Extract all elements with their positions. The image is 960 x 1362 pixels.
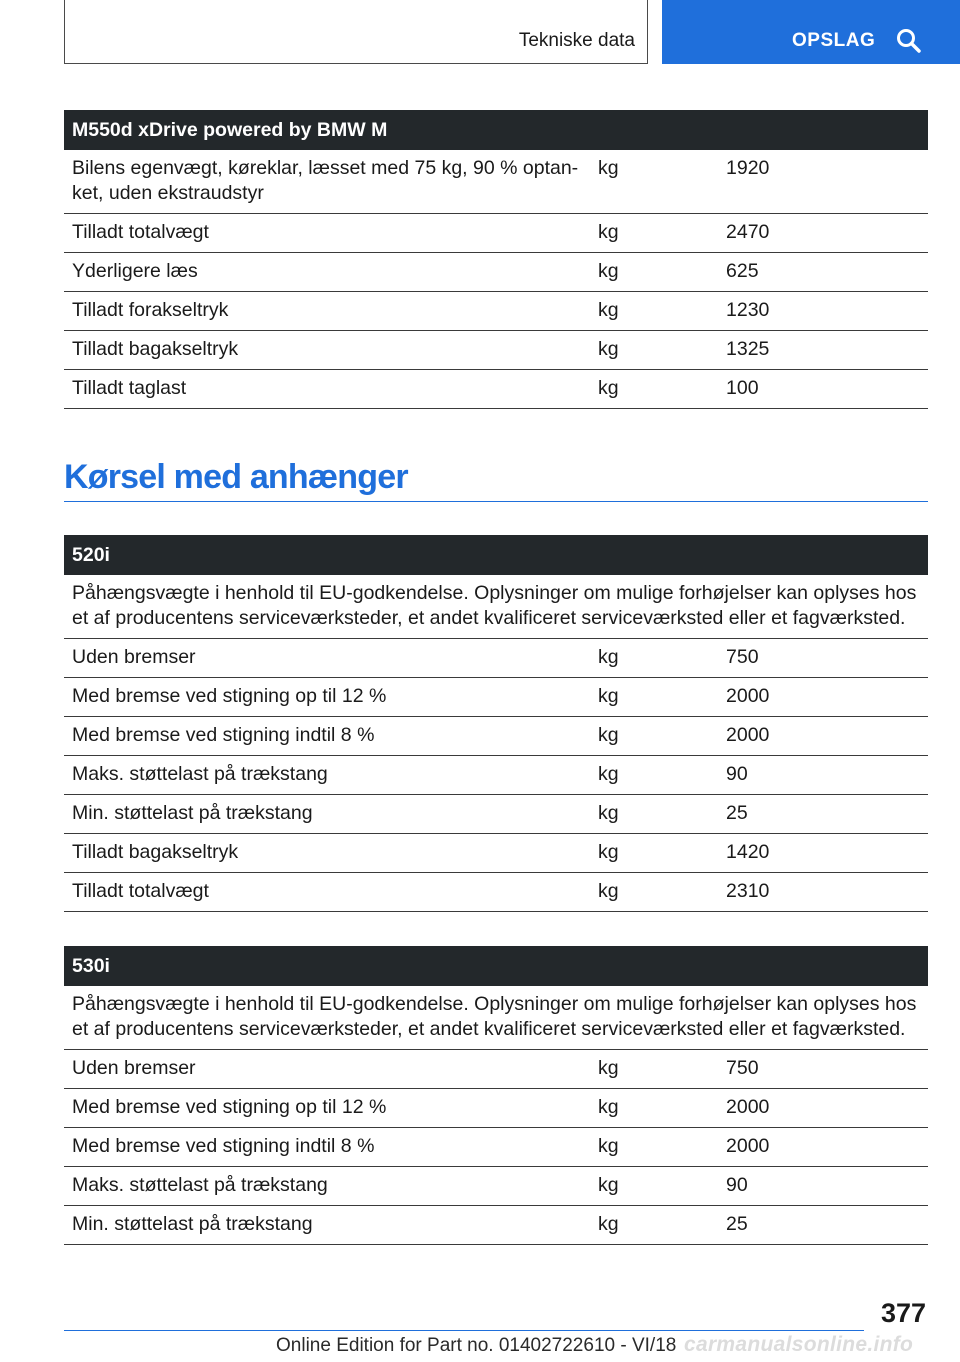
trailer-note: Påhængsvægte i henhold til EU-godkendelse. Oplysninger om mulige forhøjelser kan oplyses hos et af producentens serviceværksteder, et andet kvalificeret serviceværksted eller et fagværksted.	[64, 986, 928, 1050]
weights-table	[64, 110, 928, 409]
row-label: Min. støttelast på trækstang	[64, 795, 590, 834]
row-unit: kg	[590, 370, 718, 409]
row-label: Tilladt bagakseltryk	[64, 834, 590, 873]
row-value: 2000	[718, 678, 928, 717]
row-label: Med bremse ved stigning op til 12 %	[64, 1089, 590, 1128]
row-unit: kg	[590, 678, 718, 717]
watermark: carmanualsonline.info	[684, 1333, 914, 1356]
trailer-table-530i	[64, 946, 928, 1245]
row-unit: kg	[590, 834, 718, 873]
row-unit: kg	[590, 214, 718, 253]
row-label: Med bremse ved stigning indtil 8 %	[64, 1128, 590, 1167]
row-unit: kg	[590, 1089, 718, 1128]
table-row	[64, 678, 928, 717]
table-row	[64, 795, 928, 834]
row-label: Tilladt taglast	[64, 370, 590, 409]
table-row	[64, 331, 928, 370]
row-unit: kg	[590, 1167, 718, 1206]
trailer-note: Påhængsvægte i henhold til EU-godkendelse. Oplysninger om mulige forhøjelser kan oplyses hos et af producentens serviceværksteder, et andet kvalificeret serviceværksted eller et fagværksted.	[64, 575, 928, 639]
row-value: 2000	[718, 1128, 928, 1167]
row-value: 2000	[718, 717, 928, 756]
row-label: Med bremse ved stigning indtil 8 %	[64, 717, 590, 756]
search-button[interactable]	[662, 0, 960, 64]
row-label: Min. støttelast på trækstang	[64, 1206, 590, 1245]
row-value: 1420	[718, 834, 928, 873]
table-row	[64, 575, 928, 639]
table-row	[64, 717, 928, 756]
row-label: Maks. støttelast på trækstang	[64, 1167, 590, 1206]
row-unit: kg	[590, 795, 718, 834]
row-label: Uden bremser	[64, 639, 590, 678]
row-value: 90	[718, 1167, 928, 1206]
search-icon	[896, 28, 922, 54]
trailer-table-520i	[64, 535, 928, 912]
row-value: 625	[718, 253, 928, 292]
row-value: 1230	[718, 292, 928, 331]
table-row	[64, 639, 928, 678]
weights-table-title: M550d xDrive powered by BMW M	[64, 110, 928, 150]
row-value: 2310	[718, 873, 928, 912]
row-value: 2470	[718, 214, 928, 253]
row-value: 25	[718, 795, 928, 834]
page-number: 377	[880, 1298, 926, 1328]
chapter-title: Tekniske data	[518, 30, 635, 51]
row-label: Yderligere læs	[64, 253, 590, 292]
table-row	[64, 834, 928, 873]
table-row	[64, 1089, 928, 1128]
table-row	[64, 1128, 928, 1167]
search-label: OPSLAG	[792, 30, 876, 51]
row-value: 1325	[718, 331, 928, 370]
row-label: Bilens egenvægt, køreklar, læsset med 75 kg, 90 % optan- ket, uden ekstraudstyr	[64, 150, 590, 214]
row-unit: kg	[590, 1206, 718, 1245]
row-label: Uden bremser	[64, 1050, 590, 1089]
table-row	[64, 1206, 928, 1245]
table-row	[64, 873, 928, 912]
row-unit: kg	[590, 292, 718, 331]
table-row	[64, 150, 928, 214]
row-unit: kg	[590, 873, 718, 912]
row-unit: kg	[590, 150, 718, 214]
edition-text: Online Edition for Part no. 01402722610 - VI/18	[276, 1335, 677, 1356]
footer-divider	[64, 1330, 864, 1331]
row-unit: kg	[590, 756, 718, 795]
row-label: Tilladt bagakseltryk	[64, 331, 590, 370]
table-row	[64, 986, 928, 1050]
row-unit: kg	[590, 1128, 718, 1167]
table-row	[64, 1167, 928, 1206]
row-value: 1920	[718, 150, 928, 214]
row-label: Tilladt forakseltryk	[64, 292, 590, 331]
row-unit: kg	[590, 253, 718, 292]
table-row	[64, 370, 928, 409]
row-label: Med bremse ved stigning op til 12 %	[64, 678, 590, 717]
table-row	[64, 214, 928, 253]
row-value: 2000	[718, 1089, 928, 1128]
table-row	[64, 1050, 928, 1089]
section-heading: Kørsel med anhænger	[64, 458, 928, 502]
row-unit: kg	[590, 1050, 718, 1089]
row-unit: kg	[590, 717, 718, 756]
table-row	[64, 756, 928, 795]
row-value: 100	[718, 370, 928, 409]
row-label: Maks. støttelast på trækstang	[64, 756, 590, 795]
trailer-table-title: 520i	[64, 535, 928, 575]
row-label: Tilladt totalvægt	[64, 873, 590, 912]
row-value: 750	[718, 1050, 928, 1089]
header-title-box	[64, 0, 648, 64]
row-value: 25	[718, 1206, 928, 1245]
row-value: 90	[718, 756, 928, 795]
table-row	[64, 292, 928, 331]
table-row	[64, 253, 928, 292]
row-label: Tilladt totalvægt	[64, 214, 590, 253]
row-value: 750	[718, 639, 928, 678]
row-unit: kg	[590, 639, 718, 678]
trailer-table-title: 530i	[64, 946, 928, 986]
row-unit: kg	[590, 331, 718, 370]
